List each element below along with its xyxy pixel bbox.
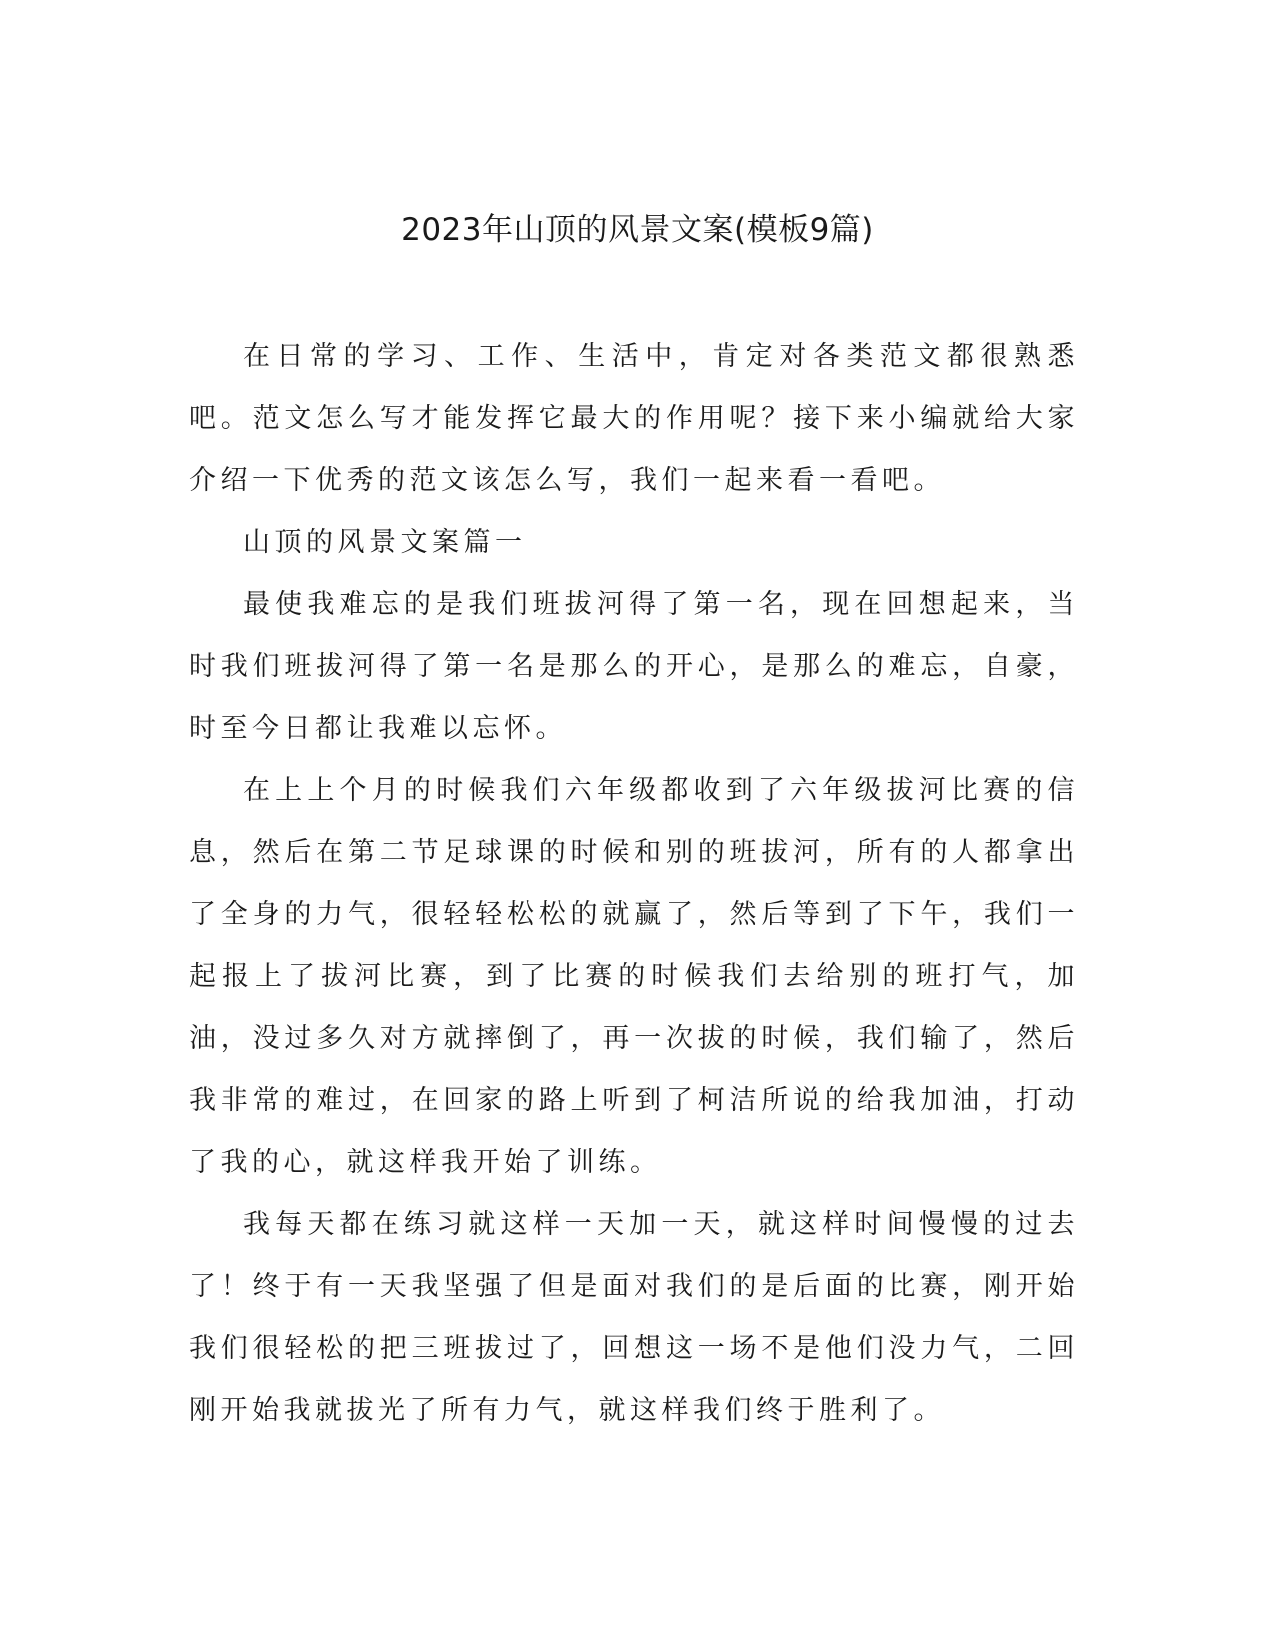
body-paragraph: 在上上个月的时候我们六年级都收到了六年级拔河比赛的信息，然后在第二节足球课的时候和别的班拔河，所有的人都拿出了全身的力气，很轻轻松松的就赢了，然后等到了下午，我们一起报上了拔河比赛，到了比赛的时候我们去给别的班打气，加油，没过多久对方就摔倒了，再一次拔的时候，我们输了，然后我非常的难过，在回家的路上听到了柯洁所说的给我加油，打动了我的心，就这样我开始了训练。	[189, 775, 1079, 1178]
document-body	[189, 326, 1079, 1442]
intro-paragraph: 在日常的学习、工作、生活中，肯定对各类范文都很熟悉吧。范文怎么写才能发挥它最大的作用呢？接下来小编就给大家介绍一下优秀的范文该怎么写，我们一起来看一看吧。	[189, 341, 1079, 496]
section-heading: 山顶的风景文案篇一	[243, 527, 527, 558]
body-paragraph: 我每天都在练习就这样一天加一天，就这样时间慢慢的过去了！终于有一天我坚强了但是面对我们的是后面的比赛，刚开始我们很轻松的把三班拔过了，回想这一场不是他们没力气，二回刚开始我就拔光了所有力气，就这样我们终于胜利了。	[189, 1209, 1079, 1426]
body-paragraph: 最使我难忘的是我们班拔河得了第一名，现在回想起来，当时我们班拔河得了第一名是那么的开心，是那么的难忘，自豪，时至今日都让我难以忘怀。	[189, 589, 1079, 744]
document-title: 2023年山顶的风景文案(模板9篇)	[401, 212, 874, 248]
